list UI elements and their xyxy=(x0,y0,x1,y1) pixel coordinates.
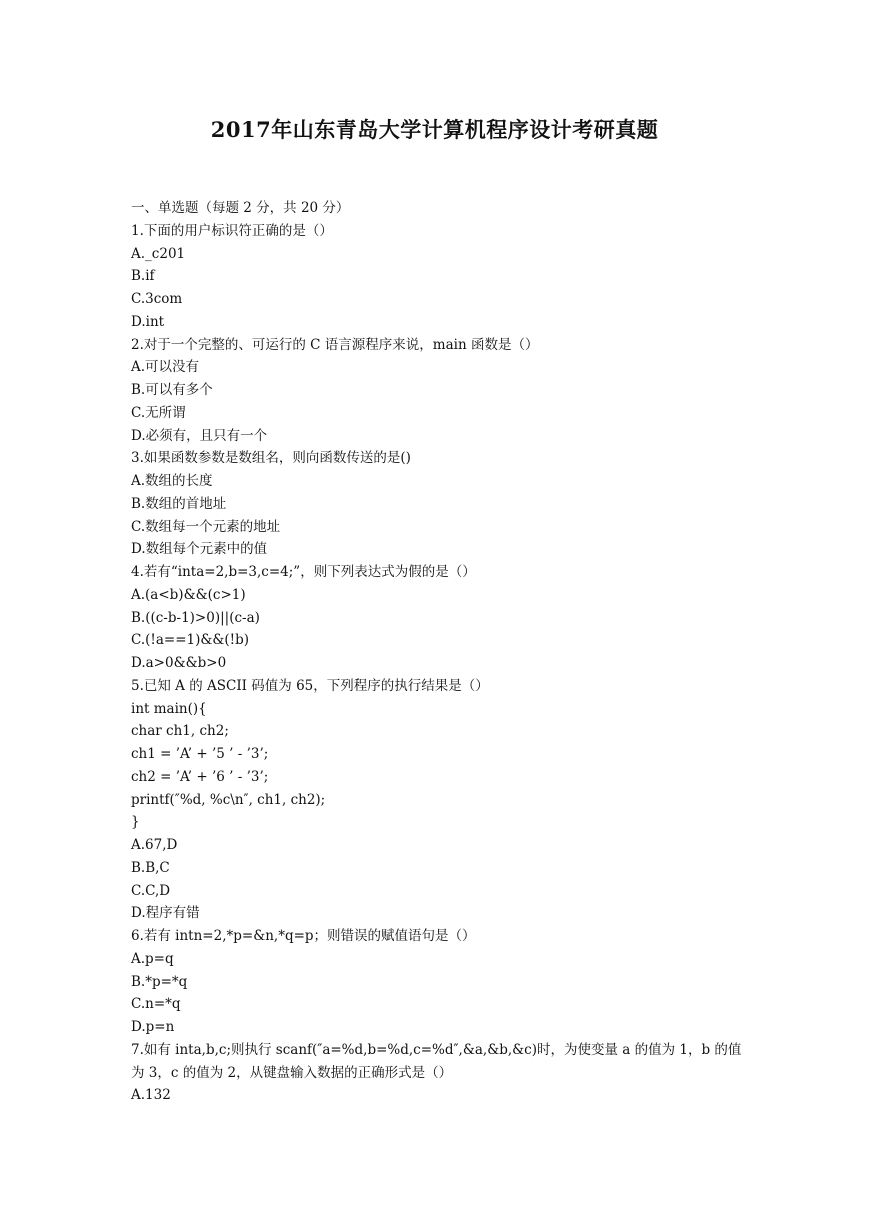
q5-code-line: int main(){ xyxy=(131,700,207,717)
question-1: 1.下面的用户标识符正确的是（） xyxy=(131,222,333,239)
question-2: 2.对于一个完整的、可运行的 C 语言源程序来说，main 函数是（） xyxy=(131,336,539,353)
q4-option-b: B.((c-b-1)>0)||(c-a) xyxy=(131,609,260,626)
q5-code-line: ch1 = ’A’ + ’5 ’ - ’3’; xyxy=(131,746,269,762)
question-4: 4.若有“inta=2,b=3,c=4;”，则下列表达式为假的是（） xyxy=(131,564,476,580)
question-3: 3.如果函数参数是数组名，则向函数传送的是() xyxy=(131,450,411,467)
question-5: 5.已知 A 的 ASCII 码值为 65，下列程序的执行结果是（） xyxy=(131,677,489,694)
q4-option-a: A.(a<b)&&(c>1) xyxy=(131,586,246,603)
q2-option-d: D.必须有，且只有一个 xyxy=(131,427,268,444)
q2-option-b: B.可以有多个 xyxy=(131,382,213,398)
document-body xyxy=(131,197,751,1107)
q6-option-b: B.*p=*q xyxy=(131,973,188,990)
q5-option-c: C.C,D xyxy=(131,882,171,899)
q1-option-d: D.int xyxy=(131,313,165,330)
q5-option-a: A.67,D xyxy=(131,837,178,853)
q5-code-line: ch2 = ’A’ + ’6 ’ - ’3’; xyxy=(131,768,269,785)
q1-option-b: B.if xyxy=(131,268,155,285)
q2-option-c: C.无所谓 xyxy=(131,404,186,421)
q5-option-b: B.B,C xyxy=(131,859,170,876)
q6-option-a: A.p=q xyxy=(131,950,174,967)
q6-option-c: C.n=*q xyxy=(131,996,181,1013)
q1-option-c: C.3com xyxy=(131,291,183,307)
q3-option-d: D.数组每个元素中的值 xyxy=(131,541,268,558)
q2-option-a: A.可以没有 xyxy=(131,359,200,376)
document-title: 2017年山东青岛大学计算机程序设计考研真题 xyxy=(210,117,659,142)
q3-option-c: C.数组每一个元素的地址 xyxy=(131,518,281,535)
q3-option-b: B.数组的首地址 xyxy=(131,495,227,512)
section-heading: 一、单选题（每题 2 分，共 20 分） xyxy=(131,200,350,216)
q3-option-a: A.数组的长度 xyxy=(131,473,213,489)
q1-option-a: A._c201 xyxy=(131,245,186,262)
q6-option-d: D.p=n xyxy=(131,1019,175,1035)
q5-option-d: D.程序有错 xyxy=(131,905,200,922)
q7-option-a: A.132 xyxy=(131,1087,171,1104)
q4-option-d: D.a>0&&b>0 xyxy=(131,655,227,671)
question-6: 6.若有 intn=2,*p=&n,*q=p；则错误的赋值语句是（） xyxy=(131,928,476,944)
question-7: 7.如有 inta,b,c;则执行 scanf(″a=%d,b=%d,c=%d″,&a,&b,&c)时，为使变量 a 的值为 1，b 的值为 3，c 的值为 2，从键盘输入数据的正确形式是（） xyxy=(131,1041,742,1081)
q4-option-c: C.(!a==1)&&(!b) xyxy=(131,632,249,649)
q5-code-line: char ch1, ch2; xyxy=(131,723,229,740)
q5-code-line: printf(″%d, %c\n″, ch1, ch2); xyxy=(131,791,326,808)
q5-code-line: } xyxy=(131,814,140,831)
